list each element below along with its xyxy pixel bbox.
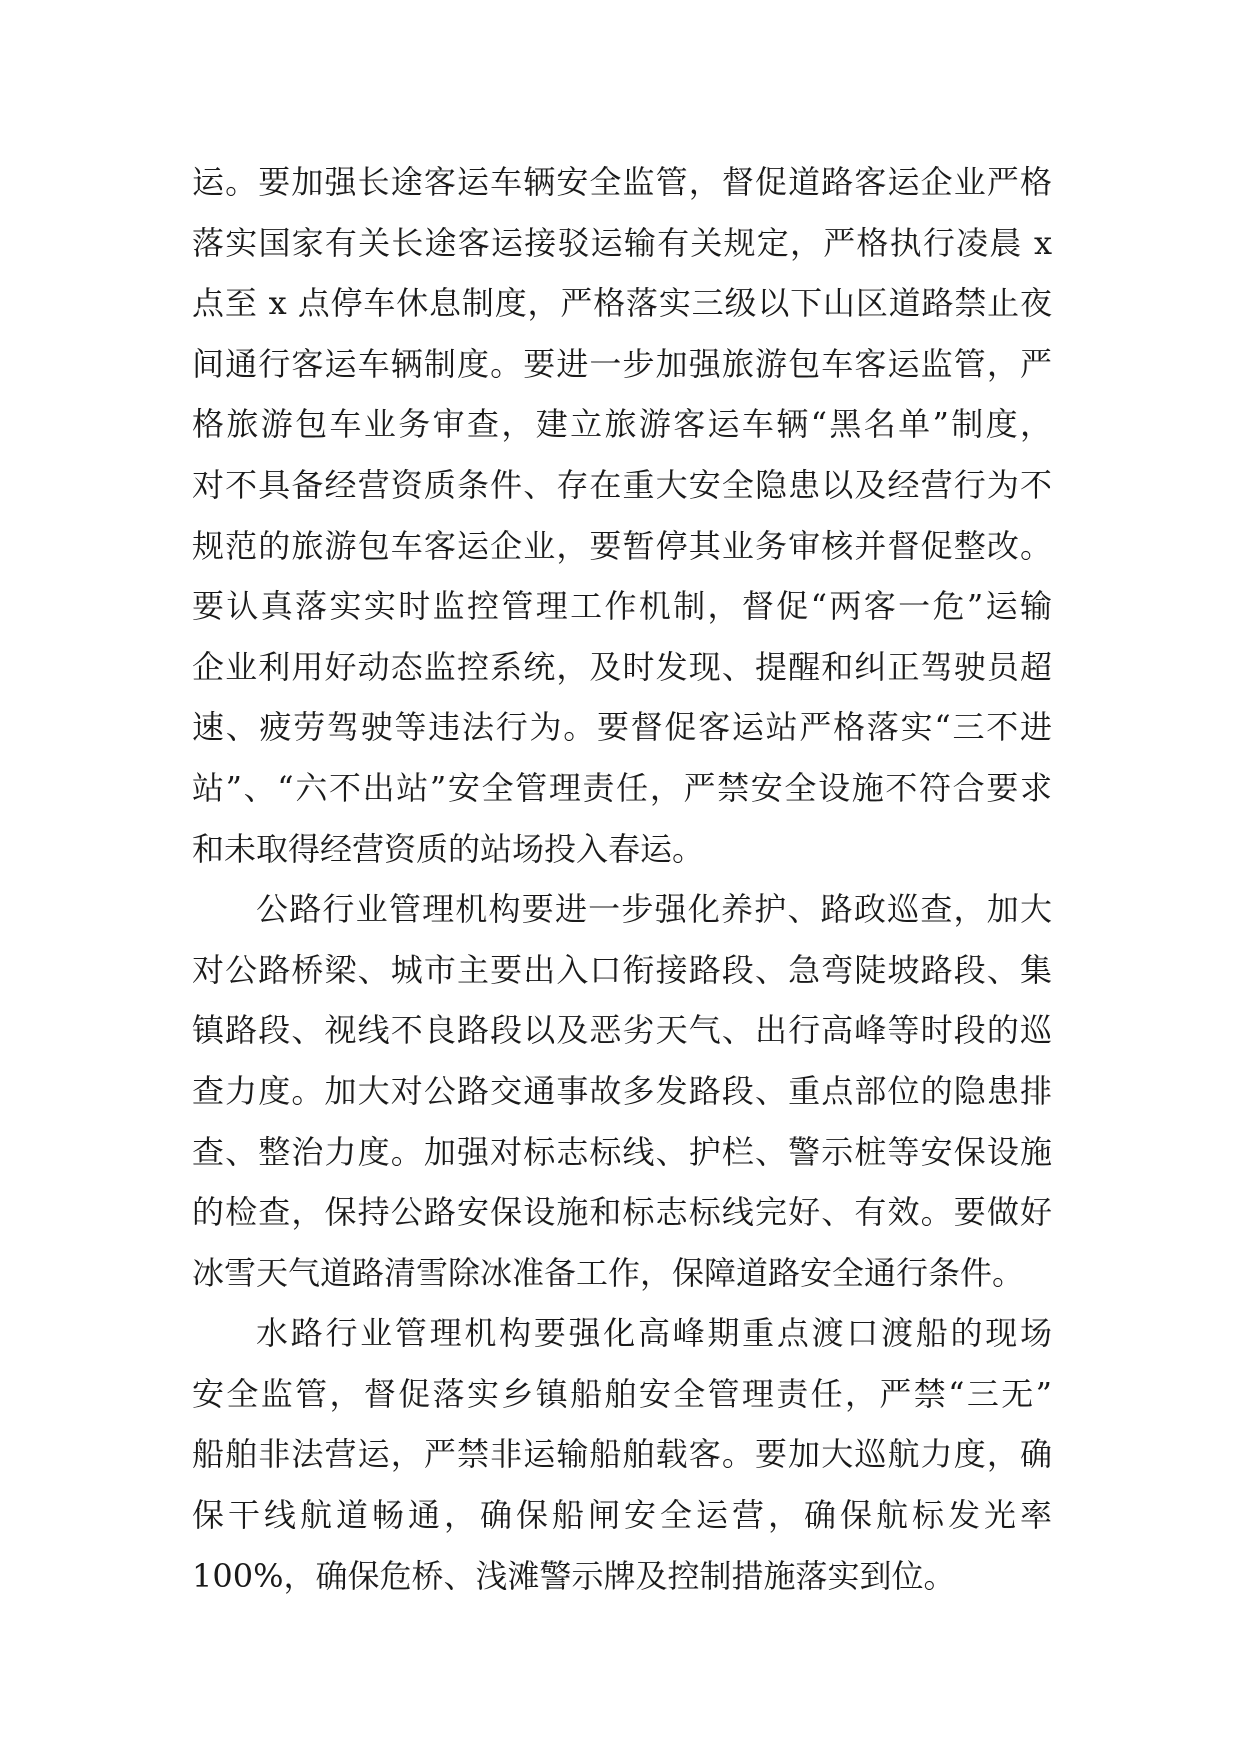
text-line: 格旅游包车业务审查，建立旅游客运车辆“黑名单”制度， [192,405,1052,444]
text-line: 冰雪天气道路清雪除冰准备工作，保障道路安全通行条件。 [192,1253,1025,1292]
text-line: 查、整治力度。加强对标志标线、护栏、警示桩等安保设施 [192,1132,1052,1171]
text-line: 保干线航道畅通，确保船闸安全运营，确保航标发光率 [192,1496,1052,1535]
text-line: 要认真落实实时监控管理工作机制，督促“两客一危”运输 [192,587,1052,626]
text-line: 落实国家有关长途客运接驳运输有关规定，严格执行凌晨 x [192,223,1052,262]
paragraph-long-distance-passenger-transport [192,152,1052,879]
text-line: 安全监管，督促落实乡镇船舶安全管理责任，严禁“三无” [192,1374,1052,1413]
paragraph-highway-management [192,879,1052,1303]
text-line: 查力度。加大对公路交通事故多发路段、重点部位的隐患排 [192,1071,1052,1110]
text-line: 水路行业管理机构要强化高峰期重点渡口渡船的现场 [256,1314,1052,1353]
document-body [192,152,1052,1606]
text-line: 点至 x 点停车休息制度，严格落实三级以下山区道路禁止夜 [192,284,1052,323]
text-line: 规范的旅游包车客运企业，要暂停其业务审核并督促整改。 [192,526,1052,565]
text-line: 的检查，保持公路安保设施和标志标线完好、有效。要做好 [192,1193,1052,1232]
text-line: 对公路桥梁、城市主要出入口衔接路段、急弯陡坡路段、集 [192,950,1052,989]
text-line: 船舶非法营运，严禁非运输船舶载客。要加大巡航力度，确 [192,1435,1052,1474]
paragraph-waterway-management [192,1303,1052,1606]
text-line: 站”、“六不出站”安全管理责任，严禁安全设施不符合要求 [192,768,1052,807]
text-line: 100%，确保危桥、浅滩警示牌及控制措施落实到位。 [192,1556,956,1595]
text-line: 公路行业管理机构要进一步强化养护、路政巡查，加大 [256,890,1052,929]
text-line: 企业利用好动态监控系统，及时发现、提醒和纠正驾驶员超 [192,647,1052,686]
text-line: 间通行客运车辆制度。要进一步加强旅游包车客运监管，严 [192,344,1052,383]
text-line: 运。要加强长途客运车辆安全监管，督促道路客运企业严格 [192,163,1052,201]
text-line: 和未取得经营资质的站场投入春运。 [192,829,705,868]
text-line: 对不具备经营资质条件、存在重大安全隐患以及经营行为不 [192,465,1052,504]
text-line: 速、疲劳驾驶等违法行为。要督促客运站严格落实“三不进 [192,708,1052,747]
text-line: 镇路段、视线不良路段以及恶劣天气、出行高峰等时段的巡 [192,1011,1052,1050]
